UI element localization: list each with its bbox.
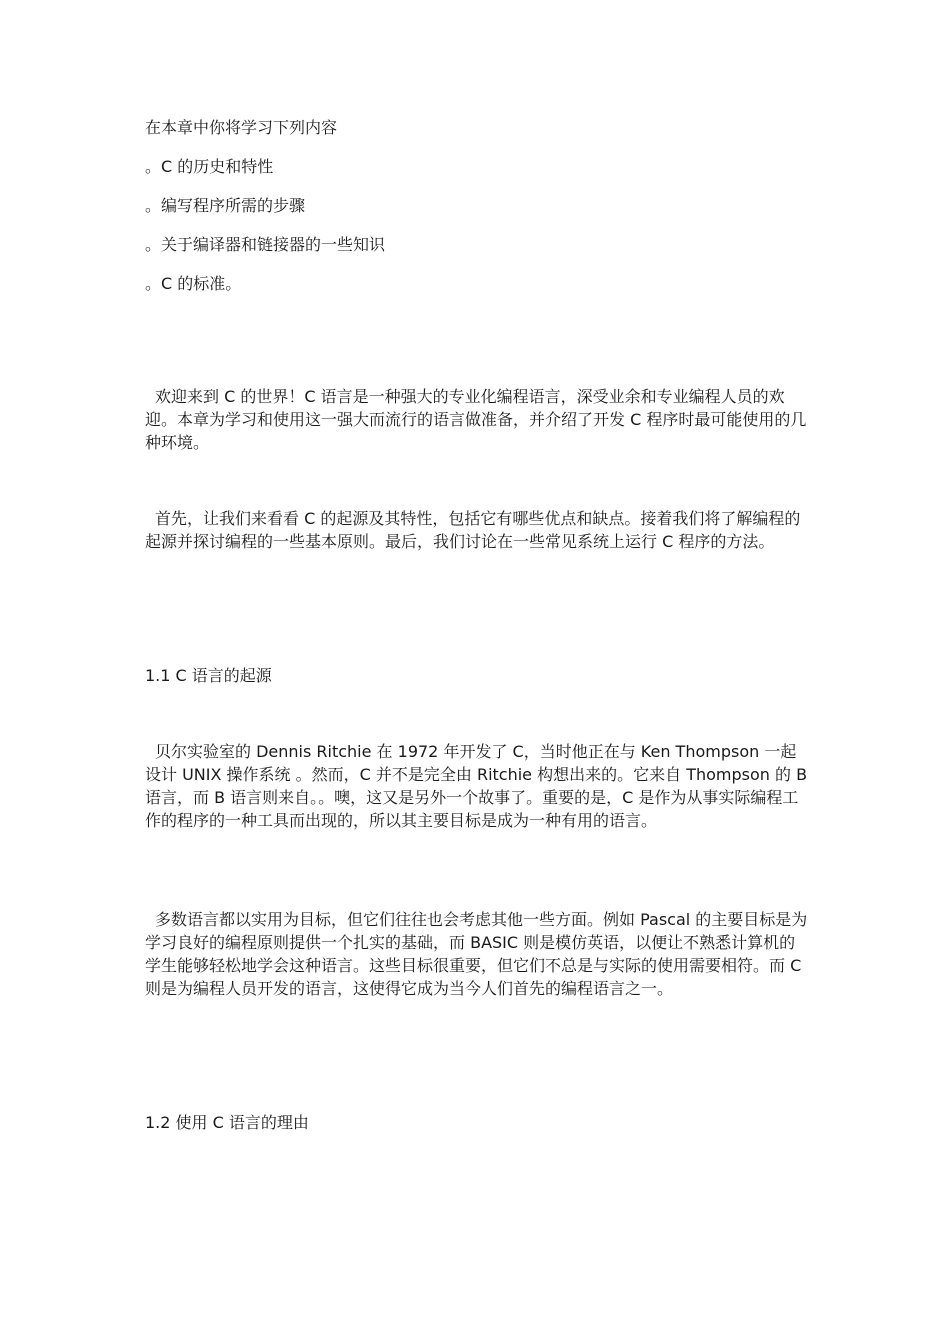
section-1-1-paragraph: 多数语言都以实用为目标，但它们往往也会考虑其他一些方面。例如 Pascal 的主要目标是为学习良好的编程原则提供一个扎实的基础，而 BASIC 则是模仿英语，以便让不熟悉计算机的学生能够轻松地学会这种语言。这些目标很重要，但它们不总是与实际的使用需要相符。而 C 则是为编程人员开发的语言，这使得它成为当今人们首先的编程语言之一。 [145, 910, 808, 998]
intro-list-item: 。C 的历史和特性 [145, 157, 274, 176]
intro-list-item: 。编写程序所需的步骤 [145, 196, 306, 215]
welcome-paragraph: 欢迎来到 C 的世界！C 语言是一种强大的专业化编程语言，深受业余和专业编程人员的欢迎。本章为学习和使用这一强大而流行的语言做准备，并介绍了开发 C 程序时最可能使用的几种环境。 [145, 387, 807, 452]
intro-list-item: 。C 的标准。 [145, 274, 242, 293]
section-1-1-paragraph: 贝尔实验室的 Dennis Ritchie 在 1972 年开发了 C，当时他正在与 Ken Thompson 一起设计 UNIX 操作系统 。然而，C 并不是完全由 Ritchie 构想出来的。它来自 Thompson 的 B 语言，而 B 语言则来自。。噢，这又是另外一个故事了。重要的是，C 是作为从事实际编程工作的程序的一种工具而出现的，所以其主要目标是成为一种有用的语言。 [145, 742, 808, 830]
overview-paragraph: 首先，让我们来看看 C 的起源及其特性，包括它有哪些优点和缺点。接着我们将了解编程的起源并探讨编程的一些基本原则。最后，我们讨论在一些常见系统上运行 C 程序的方法。 [145, 509, 801, 551]
intro-list-item: 。关于编译器和链接器的一些知识 [145, 235, 386, 254]
intro-heading: 在本章中你将学习下列内容 [145, 118, 338, 137]
section-1-1-title: 1.1 C 语言的起源 [145, 666, 272, 685]
section-1-2-title: 1.2 使用 C 语言的理由 [145, 1113, 309, 1132]
